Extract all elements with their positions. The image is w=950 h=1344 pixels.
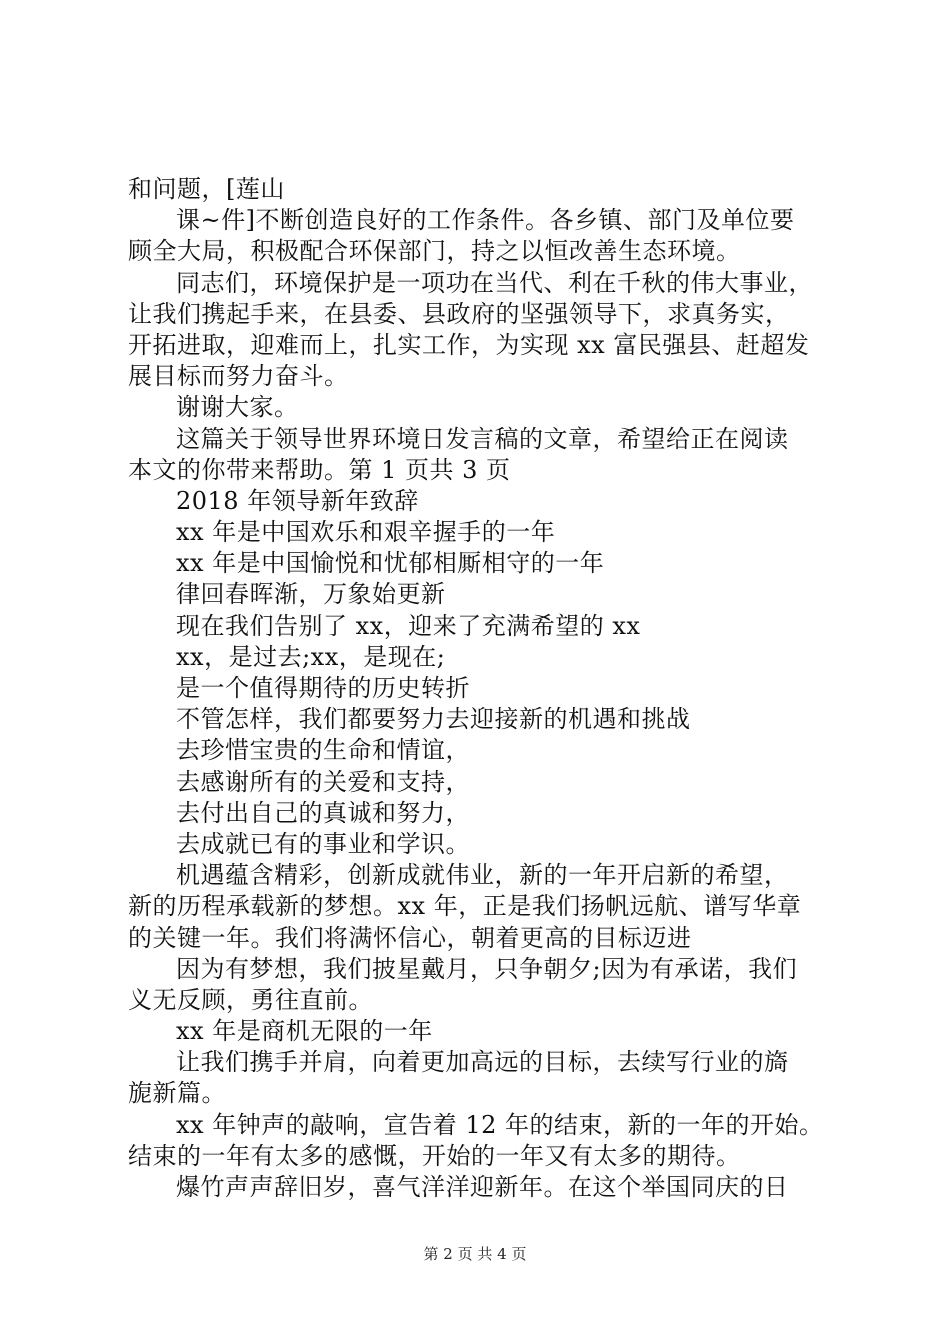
text-line: 去付出自己的真诚和努力， (176, 798, 470, 827)
text-line: 这篇关于领导世界环境日发言稿的文章，希望给正在阅读 (176, 424, 789, 453)
text-line: xx 年是中国欢乐和艰辛握手的一年 (176, 518, 556, 547)
page-footer: 第 2 页 共 4 页 (423, 1245, 527, 1263)
text-line: 同志们，环境保护是一项功在当代、利在千秋的伟大事业， (176, 268, 813, 297)
text-line: 去成就已有的事业和学识。 (176, 829, 470, 858)
text-line: 不管怎样，我们都要努力去迎接新的机遇和挑战 (176, 705, 691, 734)
text-line: xx 年是商机无限的一年 (176, 1017, 433, 1046)
text-line: 义无反顾，勇往直前。 (128, 985, 373, 1014)
text-line: 因为有梦想，我们披星戴月，只争朝夕;因为有承诺，我们 (176, 954, 798, 983)
text-line: 2018 年领导新年致辞 (176, 486, 419, 515)
text-line: 机遇蕴含精彩，创新成就伟业，新的一年开启新的希望， (176, 861, 789, 890)
text-line: 去感谢所有的关爱和支持， (176, 767, 470, 796)
text-line: 让我们携起手来，在县委、县政府的坚强领导下，求真务实， (128, 299, 790, 328)
text-line: 律回春晖渐，万象始更新 (176, 580, 446, 609)
text-line: 和问题，[莲山 (128, 175, 285, 203)
text-line: xx 年是中国愉悦和忧郁相厮相守的一年 (176, 549, 605, 578)
text-line: 本文的你带来帮助。第 1 页共 3 页 (128, 455, 511, 484)
text-line: 爆竹声声辞旧岁，喜气洋洋迎新年。在这个举国同庆的日 (176, 1173, 789, 1201)
document-body (128, 174, 848, 1203)
text-line: 顾全大局，积极配合环保部门，持之以恒改善生态环境。 (128, 237, 741, 266)
text-line: 现在我们告别了 xx，迎来了充满希望的 xx (176, 611, 641, 640)
text-line: 新的历程承载新的梦想。xx 年，正是我们扬帆远航、谱写华章 (128, 892, 802, 921)
text-line: 的关键一年。我们将满怀信心，朝着更高的目标迈进 (128, 923, 692, 952)
text-line: 结束的一年有太多的感慨，开始的一年又有太多的期待。 (128, 1141, 741, 1170)
text-line: 让我们携手并肩，向着更加高远的目标，去续写行业的旖 (176, 1048, 789, 1077)
text-line: 开拓进取，迎难而上，扎实工作，为实现 xx 富民强县、赶超发 (128, 330, 810, 359)
text-line: 课~件]不断创造良好的工作条件。各乡镇、部门及单位要 (176, 206, 795, 235)
text-line: 展目标而努力奋斗。 (128, 362, 349, 391)
text-line: 去珍惜宝贵的生命和情谊， (176, 736, 470, 765)
text-line: xx，是过去;xx，是现在; (176, 642, 446, 671)
text-line: 谢谢大家。 (176, 393, 299, 422)
text-line: 是一个值得期待的历史转折 (176, 674, 470, 702)
text-line: 旎新篇。 (128, 1079, 226, 1108)
text-line: xx 年钟声的敲响，宣告着 12 年的结束，新的一年的开始。 (176, 1110, 824, 1139)
